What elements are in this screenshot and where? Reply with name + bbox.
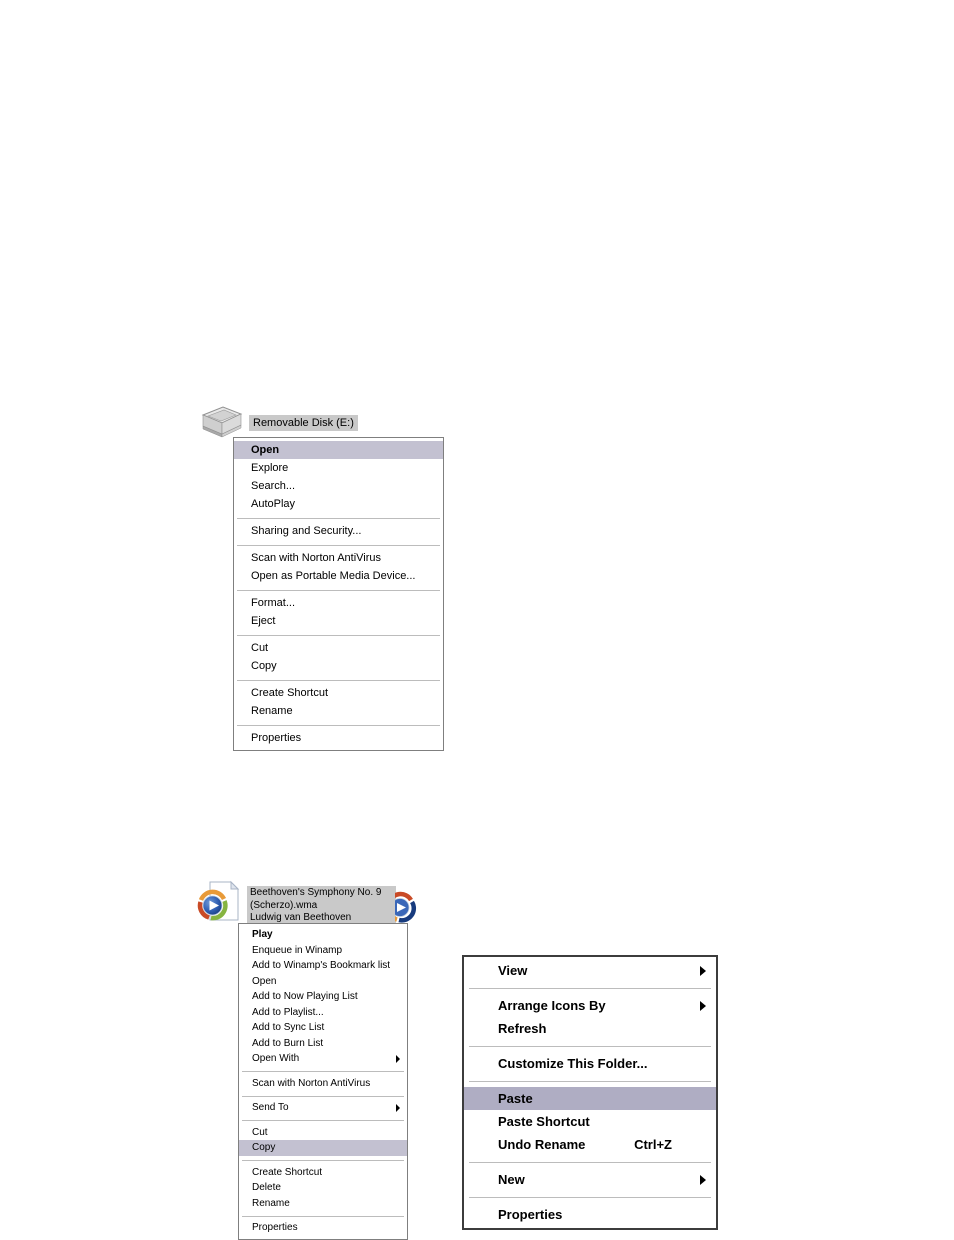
menu-item-label: Properties — [498, 1207, 563, 1222]
menu-item-label: Add to Burn List — [252, 1037, 324, 1049]
removable-disk-icon[interactable] — [198, 404, 244, 440]
menu-item-paste-shortcut[interactable] — [464, 1110, 716, 1133]
media-file-context-menu — [238, 923, 408, 1240]
menu-item-eject[interactable] — [234, 612, 443, 630]
menu-separator — [464, 982, 716, 994]
menu-separator — [464, 1040, 716, 1052]
menu-separator — [234, 720, 443, 729]
menu-item-scan-with-norton-antivirus[interactable] — [239, 1076, 407, 1092]
menu-item-label: View — [498, 963, 528, 978]
menu-item-label: Copy — [251, 660, 277, 672]
menu-item-delete[interactable] — [239, 1180, 407, 1196]
menu-item-label: Enqueue in Winamp — [252, 944, 343, 956]
menu-item-label: Add to Sync List — [252, 1022, 325, 1034]
menu-item-properties[interactable] — [239, 1220, 407, 1236]
menu-separator — [234, 585, 443, 594]
menu-item-label: New — [498, 1172, 525, 1187]
menu-item-view[interactable] — [464, 959, 716, 982]
menu-item-paste[interactable] — [464, 1087, 716, 1110]
menu-item-label: Sharing and Security... — [251, 525, 362, 537]
menu-separator — [239, 1116, 407, 1125]
menu-item-label: Rename — [252, 1197, 290, 1209]
menu-item-undo-rename[interactable] — [464, 1133, 716, 1156]
menu-item-new[interactable] — [464, 1168, 716, 1191]
menu-item-label: Add to Playlist... — [252, 1006, 324, 1018]
menu-separator — [239, 1067, 407, 1076]
menu-item-label: Undo Rename — [498, 1137, 586, 1152]
menu-item-label: Copy — [252, 1142, 276, 1154]
menu-item-label: Properties — [251, 732, 302, 744]
adjacent-media-file-icon[interactable] — [395, 884, 419, 924]
menu-item-label: Open With — [252, 1053, 300, 1065]
menu-item-properties[interactable] — [234, 729, 443, 747]
menu-item-properties[interactable] — [464, 1203, 716, 1226]
menu-item-label: AutoPlay — [251, 498, 296, 510]
menu-item-label: Properties — [252, 1222, 298, 1234]
menu-item-refresh[interactable] — [464, 1017, 716, 1040]
menu-item-label: Paste Shortcut — [498, 1114, 590, 1129]
menu-item-play[interactable] — [239, 927, 407, 943]
menu-item-label: Create Shortcut — [251, 687, 329, 699]
menu-item-label: Open as Portable Media Device... — [251, 570, 416, 582]
media-file-artist-line: Ludwig van Beethoven — [250, 912, 352, 923]
submenu-arrow-icon — [700, 966, 706, 976]
menu-item-label: Create Shortcut — [252, 1166, 323, 1178]
menu-item-label: Send To — [252, 1102, 289, 1114]
menu-separator — [239, 1156, 407, 1165]
menu-item-open-as-portable-media-device[interactable] — [234, 567, 443, 585]
menu-item-customize-this-folder[interactable] — [464, 1052, 716, 1075]
menu-item-label: Add to Winamp's Bookmark list — [252, 960, 391, 972]
menu-item-cut[interactable] — [239, 1125, 407, 1141]
removable-disk-context-menu — [233, 437, 444, 751]
menu-item-add-to-now-playing-list[interactable] — [239, 989, 407, 1005]
menu-item-search[interactable] — [234, 477, 443, 495]
submenu-arrow-icon — [396, 1104, 400, 1112]
menu-item-enqueue-in-winamp[interactable] — [239, 943, 407, 959]
menu-item-rename[interactable] — [234, 702, 443, 720]
menu-item-label: Cut — [252, 1126, 268, 1138]
menu-item-label: Open — [252, 975, 277, 987]
menu-separator — [464, 1191, 716, 1203]
menu-item-explore[interactable] — [234, 459, 443, 477]
menu-separator — [234, 675, 443, 684]
menu-separator — [234, 513, 443, 522]
menu-item-label: Add to Now Playing List — [252, 991, 358, 1003]
menu-item-create-shortcut[interactable] — [234, 684, 443, 702]
menu-item-label: Scan with Norton AntiVirus — [251, 552, 382, 564]
menu-separator — [464, 1156, 716, 1168]
menu-separator — [239, 1211, 407, 1220]
menu-item-label: Cut — [251, 642, 269, 654]
menu-item-send-to[interactable] — [239, 1100, 407, 1116]
menu-item-open-with[interactable] — [239, 1051, 407, 1067]
menu-item-label: Play — [252, 929, 273, 941]
menu-item-create-shortcut[interactable] — [239, 1165, 407, 1181]
menu-item-add-to-playlist[interactable] — [239, 1005, 407, 1021]
menu-item-label: Explore — [251, 462, 289, 474]
folder-background-context-menu — [462, 955, 718, 1230]
removable-disk-label[interactable]: Removable Disk (E:) — [249, 415, 358, 431]
menu-item-label: Open — [251, 444, 280, 456]
menu-item-label: Search... — [251, 480, 296, 492]
menu-item-copy[interactable] — [239, 1140, 407, 1156]
shortcut-label: Ctrl+Z — [634, 1137, 672, 1152]
menu-separator — [464, 1075, 716, 1087]
menu-item-scan-with-norton-antivirus[interactable] — [234, 549, 443, 567]
menu-item-label: Arrange Icons By — [498, 998, 606, 1013]
menu-item-open[interactable] — [239, 974, 407, 990]
media-file-name-line2: (Scherzo).wma — [250, 899, 318, 911]
menu-item-label: Customize This Folder... — [498, 1056, 648, 1071]
menu-item-sharing-and-security[interactable] — [234, 522, 443, 540]
menu-item-add-to-burn-list[interactable] — [239, 1036, 407, 1052]
menu-item-add-to-winamp-s-bookmark-list[interactable] — [239, 958, 407, 974]
menu-item-label: Eject — [251, 615, 276, 627]
menu-item-open[interactable] — [234, 441, 443, 459]
media-file-label[interactable] — [247, 886, 396, 925]
menu-item-copy[interactable] — [234, 657, 443, 675]
menu-item-rename[interactable] — [239, 1196, 407, 1212]
media-file-name-line1: Beethoven's Symphony No. 9 — [250, 887, 382, 898]
submenu-arrow-icon — [396, 1055, 400, 1063]
menu-item-label: Format... — [251, 597, 296, 609]
menu-item-label: Rename — [251, 705, 293, 717]
menu-separator — [239, 1091, 407, 1100]
submenu-arrow-icon — [700, 1175, 706, 1185]
menu-item-label: Delete — [252, 1182, 281, 1194]
menu-item-arrange-icons-by[interactable] — [464, 994, 716, 1017]
menu-item-label: Refresh — [498, 1021, 547, 1036]
menu-item-add-to-sync-list[interactable] — [239, 1020, 407, 1036]
submenu-arrow-icon — [700, 1001, 706, 1011]
menu-item-label: Paste — [498, 1091, 533, 1106]
menu-item-label: Scan with Norton AntiVirus — [252, 1077, 371, 1089]
menu-separator — [234, 630, 443, 639]
wmp-file-icon[interactable] — [197, 880, 241, 924]
menu-separator — [234, 540, 443, 549]
menu-item-autoplay[interactable] — [234, 495, 443, 513]
menu-item-format[interactable] — [234, 594, 443, 612]
menu-item-cut[interactable] — [234, 639, 443, 657]
